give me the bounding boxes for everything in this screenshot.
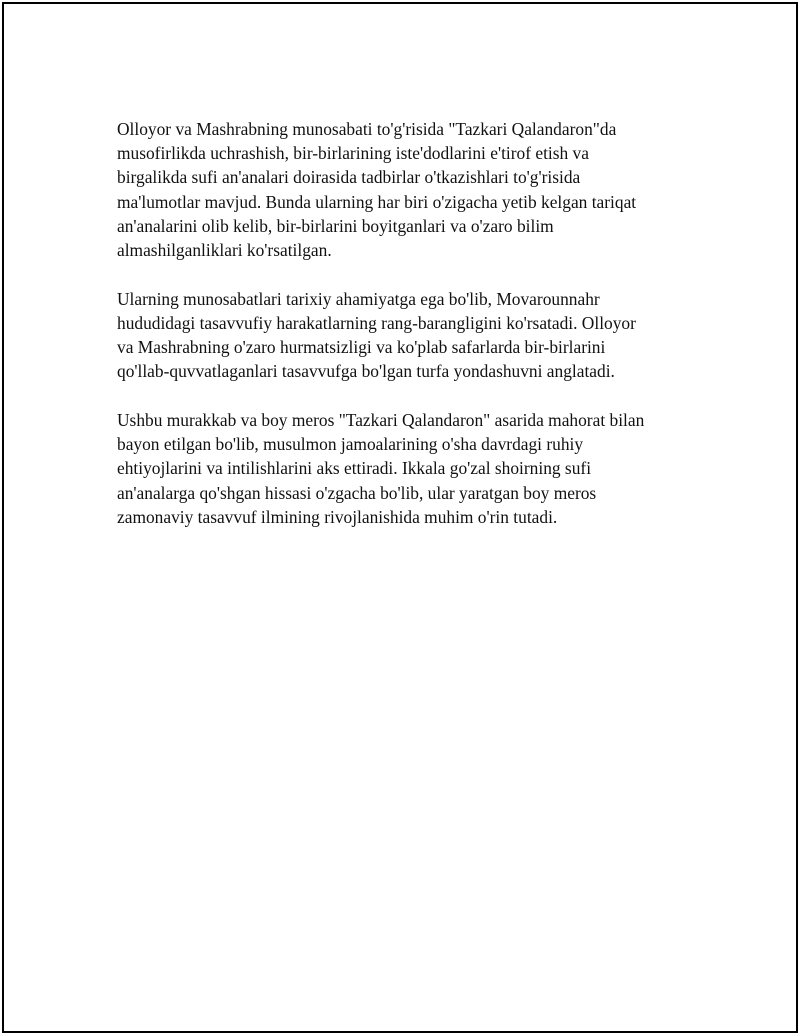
paragraph-3: [117, 408, 702, 529]
text-line: hududidagi tasavvufiy harakatlarning rang-barangligini ko'rsatadi. Olloyor: [117, 312, 636, 333]
text-line: ma'lumotlar mavjud. Bunda ularning har biri o'zigacha yetib kelgan tariqat: [117, 191, 637, 212]
text-line: bayon etilgan bo'lib, musulmon jamoalarining o'sha davrdagi ruhiy: [117, 434, 584, 455]
document-body: [117, 117, 702, 554]
text-line: va Mashrabning o'zaro hurmatsizligi va ko'plab safarlarda bir-birlarini: [117, 337, 606, 358]
text-line: an'analarini olib kelib, bir-birlarini boyitganlari va o'zaro bilim: [117, 215, 554, 236]
text-line: Ushbu murakkab va boy meros "Tazkari Qalandaron" asarida mahorat bilan: [117, 410, 645, 431]
text-line: Olloyor va Mashrabning munosabati to'g'risida "Tazkari Qalandaron"da: [117, 119, 617, 139]
text-line: zamonaviy tasavvuf ilmining rivojlanishida muhim o'rin tutadi.: [117, 506, 558, 527]
text-line: ehtiyojlarini va intilishlarini aks ettiradi. Ikkala go'zal shoirning sufi: [117, 458, 592, 479]
text-line: an'analarga qo'shgan hissasi o'zgacha bo'lib, ular yaratgan boy meros: [117, 482, 597, 503]
text-line: birgalikda sufi an'analari doirasida tadbirlar o'tkazishlari to'g'risida: [117, 167, 581, 188]
paragraph-2: [117, 287, 702, 384]
text-line: musofirlikda uchrashish, bir-birlarining iste'dodlarini e'tirof etish va: [117, 143, 589, 164]
paragraph-1: [117, 117, 702, 262]
text-line: qo'llab-quvvatlaganlari tasavvufga bo'lgan turfa yondashuvni anglatadi.: [117, 361, 615, 382]
text-line: almashilganliklari ko'rsatilgan.: [117, 240, 332, 261]
text-line: Ularning munosabatlari tarixiy ahamiyatga ega bo'lib, Movarounnahr: [117, 288, 600, 309]
